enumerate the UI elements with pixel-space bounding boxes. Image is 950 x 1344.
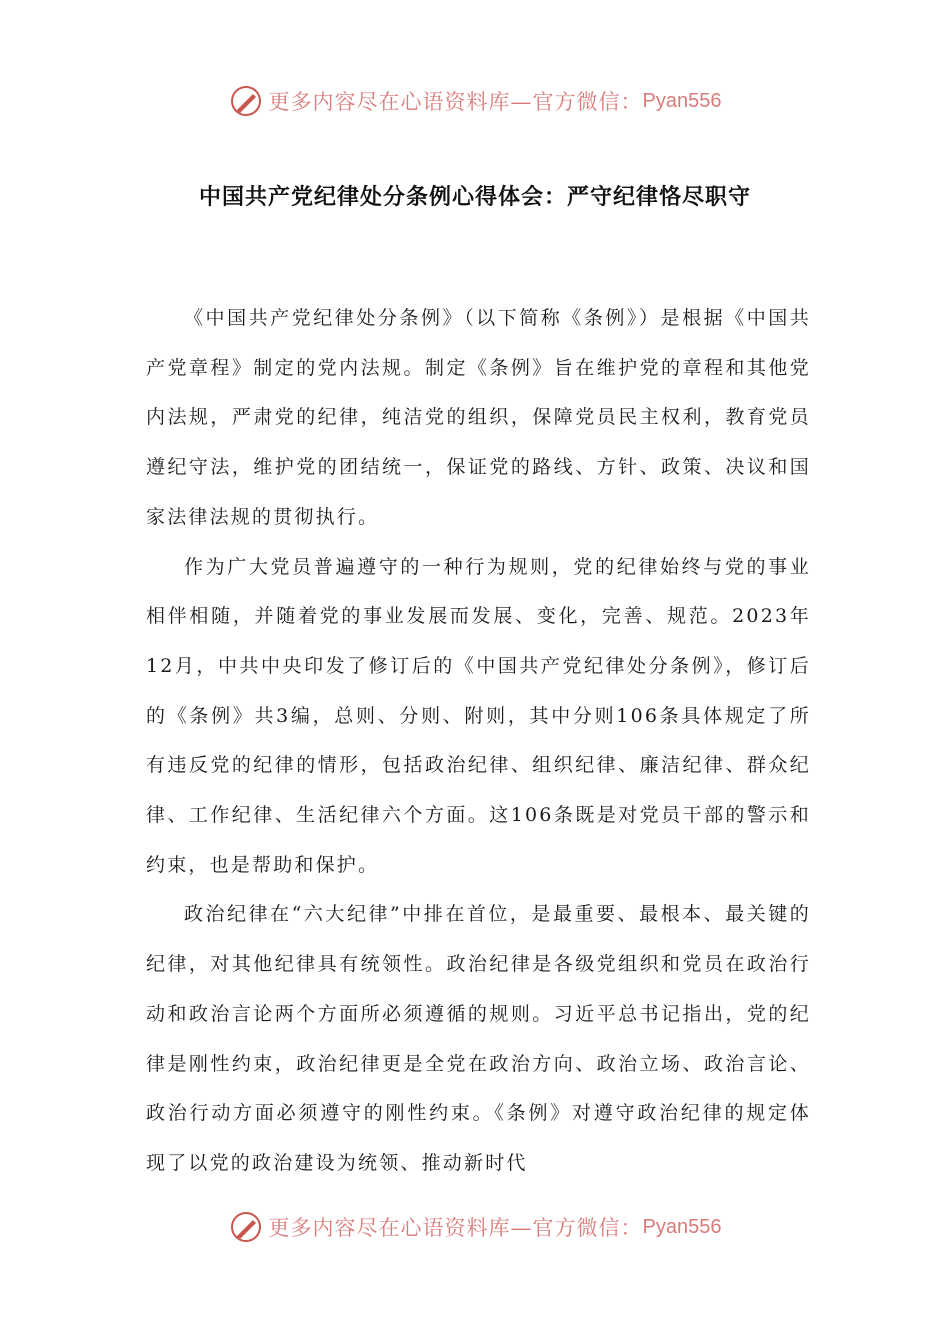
pen-logo-icon [229,1210,263,1244]
paragraph: 《中国共产党纪律处分条例》（以下简称《条例》）是根据《中国共产党章程》制定的党内法规。制定《条例》旨在维护党的章程和其他党内法规，严肃党的纪律，纯洁党的组织，保障党员民主权利，教育党员遵纪守法，维护党的团结统一，保证党的路线、方针、政策、决议和国家法律法规的贯彻执行。 [146,307,811,528]
watermark-header [0,84,950,118]
watermark-footer [0,1210,950,1244]
watermark-id: Pyan556 [642,1215,722,1238]
document-body [146,294,811,1189]
watermark-text: 更多内容尽在心语资料库—官方微信： [268,90,643,114]
paragraph: 作为广大党员普遍遵守的一种行为规则，党的纪律始终与党的事业相伴相随，并随着党的事业发展而发展、变化，完善、规范。2023年12月，中共中央印发了修订后的《中国共产党纪律处分条例》，修订后的《条例》共3编，总则、分则、附则，其中分则106条具体规定了所有违反党的纪律的情形，包括政治纪律、组织纪律、廉洁纪律、群众纪律、工作纪律、生活纪律六个方面。这106条既是对党员干部的警示和约束，也是帮助和保护。 [146,555,811,876]
pen-logo-icon [229,84,263,118]
watermark-text: 更多内容尽在心语资料库—官方微信： [268,1216,643,1240]
paragraph: 政治纪律在“六大纪律”中排在首位，是最重要、最根本、最关键的纪律，对其他纪律具有统领性。政治纪律是各级党组织和党员在政治行动和政治言论两个方面所必须遵循的规则。习近平总书记指出，党的纪律是刚性约束，政治纪律更是全党在政治方向、政治立场、政治言论、政治行动方面必须遵守的刚性约束。《条例》对遵守政治纪律的规定体现了以党的政治建设为统领、推动新时代 [146,903,811,1174]
document-title: 中国共产党纪律处分条例心得体会：严守纪律恪尽职守 [198,184,751,210]
watermark-id: Pyan556 [642,89,722,112]
